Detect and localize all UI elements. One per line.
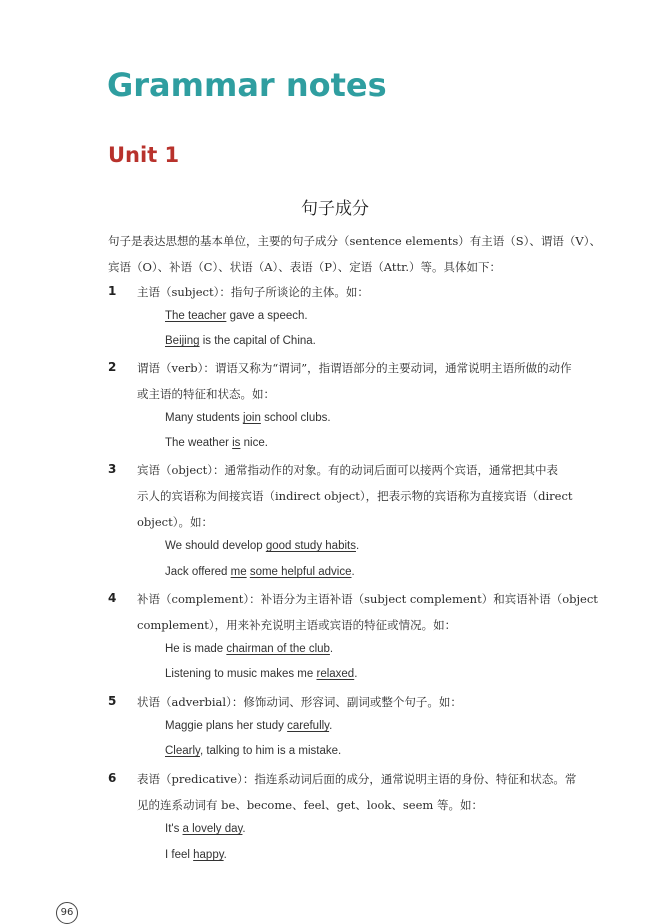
page-title: Grammar notes <box>107 66 387 104</box>
item-text: 状语（adverbial）：修饰动词、形容词、副词或整个句子。如： <box>137 695 462 709</box>
underlined-segment: a lovely day <box>182 823 243 835</box>
sentence-segment: . <box>329 643 334 655</box>
underlined-segment: happy <box>193 849 224 861</box>
sentence-segment: . <box>351 566 355 578</box>
sentence-segment: We should develop <box>165 540 266 552</box>
example-sentence <box>165 720 332 732</box>
item-text: 主语（subject）：指句子所谈论的主体。如： <box>137 285 369 299</box>
sentence-segment: . <box>329 720 333 732</box>
item-number: 5 <box>108 694 117 708</box>
example-sentence <box>165 310 308 322</box>
example-sentence <box>165 849 227 861</box>
item-text: 见的连系动词有 be、become、feel、get、look、seem 等。如： <box>137 798 483 812</box>
underlined-segment: me <box>230 566 247 578</box>
item-number: 6 <box>108 771 117 785</box>
underlined-segment: The teacher <box>165 310 227 322</box>
item-text: 谓语（verb）：谓语又称为“谓词”，指谓语部分的主要动词，通常说明主语所做的动作 <box>137 361 572 375</box>
example-sentence <box>165 437 268 449</box>
item-text: 表语（predicative）：指连系动词后面的成分，通常说明主语的身份、特征和状态。常 <box>137 772 577 786</box>
item-text: object）。如： <box>137 515 213 529</box>
sentence-segment: Listening to music makes me <box>165 668 317 680</box>
underlined-segment: chairman of the club <box>226 643 330 655</box>
example-sentence <box>165 540 359 552</box>
example-sentence <box>165 668 357 680</box>
sentence-segment: He is made <box>165 643 227 655</box>
item-number: 2 <box>108 360 117 374</box>
item-number: 4 <box>108 591 117 605</box>
sentence-segment: Jack offered <box>165 566 231 578</box>
intro-line: 宾语（O）、补语（C）、状语（A）、表语（P）、定语（Attr.）等。具体如下： <box>108 260 502 274</box>
unit-heading: Unit 1 <box>108 143 180 167</box>
item-number: 1 <box>108 284 117 298</box>
sentence-segment: . <box>223 849 227 861</box>
example-sentence <box>165 566 355 578</box>
example-sentence <box>165 335 316 347</box>
sentence-segment: It's <box>165 823 183 835</box>
underlined-segment: carefully <box>287 720 330 732</box>
sentence-segment: nice. <box>240 437 268 449</box>
sentence-segment: is the capital of China. <box>199 335 316 347</box>
sentence-segment: school clubs. <box>260 412 331 424</box>
underlined-segment: relaxed <box>316 668 355 680</box>
sentence-segment: Many students <box>165 412 243 424</box>
page-number: 96 <box>56 902 78 924</box>
intro-line: 句子是表达思想的基本单位，主要的句子成分（sentence elements）有主语（S）、谓语（V）、 <box>108 234 601 248</box>
item-text: complement），用来补充说明主语或宾语的特征或情况。如： <box>137 618 457 632</box>
underlined-segment: is <box>232 437 241 449</box>
sentence-segment: , talking to him is a mistake. <box>199 745 342 757</box>
sentence-segment: The weather <box>165 437 233 449</box>
item-text: 宾语（object）：通常指动作的对象。有的动词后面可以接两个宾语，通常把其中表 <box>137 463 558 477</box>
sentence-segment: . <box>242 823 246 835</box>
example-sentence <box>165 412 331 424</box>
underlined-segment: join <box>242 412 261 424</box>
underlined-segment: some helpful advice <box>249 566 352 578</box>
underlined-segment: Clearly <box>165 745 200 757</box>
example-sentence <box>165 823 246 835</box>
sentence-segment: . <box>355 540 360 552</box>
item-text: 或主语的特征和状态。如： <box>137 387 275 401</box>
item-number: 3 <box>108 462 117 476</box>
item-text: 示人的宾语称为间接宾语（indirect object），把表示物的宾语称为直接宾语（direct <box>137 489 573 503</box>
section-heading: 句子成分 <box>301 199 369 219</box>
example-sentence <box>165 745 341 757</box>
item-text: 补语（complement）：补语分为主语补语（subject complement）和宾语补语（object <box>137 592 598 606</box>
underlined-segment: Beijing <box>165 335 200 347</box>
underlined-segment: good study habits <box>265 540 356 552</box>
example-sentence <box>165 643 333 655</box>
sentence-segment: . <box>354 668 358 680</box>
sentence-segment: Maggie plans her study <box>165 720 288 732</box>
sentence-segment: I feel <box>165 849 194 861</box>
sentence-segment: gave a speech. <box>226 310 308 322</box>
